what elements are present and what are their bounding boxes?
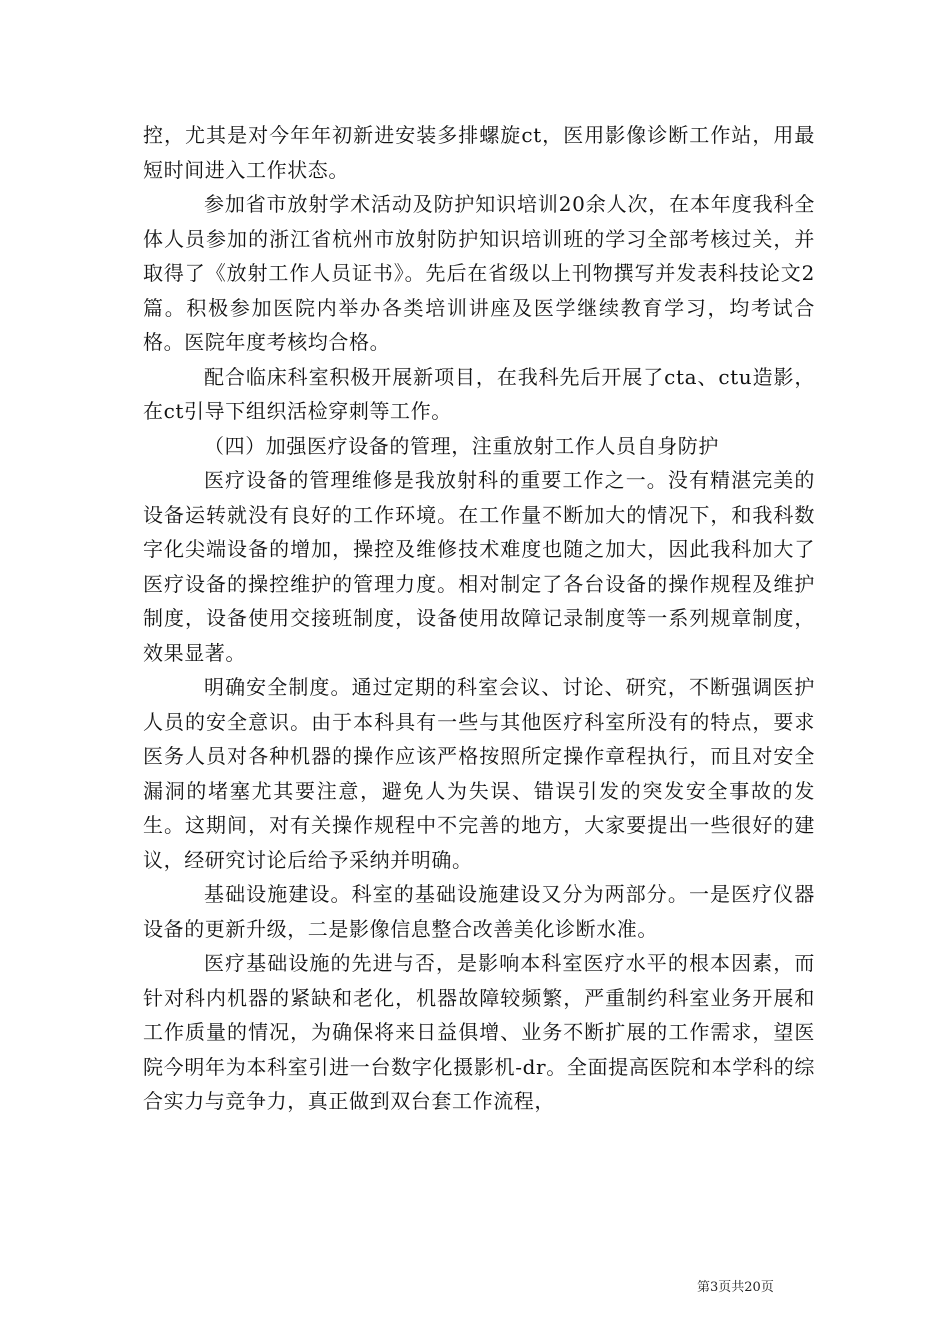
document-body: [143, 118, 815, 1119]
paragraph: 参加省市放射学术活动及防护知识培训20余人次，在本年度我科全体人员参加的浙江省杭州市放射防护知识培训班的学习全部考核过关，并取得了《放射工作人员证书》。先后在省级以上刊物撰写并发表科技论文2篇。积极参加医院内举办各类培训讲座及医学继续教育学习，均考试合格。医院年度考核均合格。: [143, 192, 815, 354]
paragraph: 控，尤其是对今年年初新进安装多排螺旋ct，医用影像诊断工作站，用最短时间进入工作状态。: [143, 123, 815, 182]
section-heading: （四）加强医疗设备的管理，注重放射工作人员自身防护: [204, 433, 719, 458]
page-number: 第3页共20页: [697, 1280, 774, 1295]
paragraph: 医疗设备的管理维修是我放射科的重要工作之一。没有精湛完美的设备运转就没有良好的工作环境。在工作量不断加大的情况下，和我科数字化尖端设备的增加，操控及维修技术难度也随之加大，因此我科加大了医疗设备的操控维护的管理力度。相对制定了各台设备的操作规程及维护制度，设备使用交接班制度，设备使用故障记录制度等一系列规章制度，效果显著。: [143, 468, 815, 665]
paragraph: 基础设施建设。科室的基础设施建设又分为两部分。一是医疗仪器设备的更新升级，二是影像信息整合改善美化诊断水准。: [143, 882, 815, 941]
paragraph: 配合临床科室积极开展新项目，在我科先后开展了cta、ctu造影，在ct引导下组织活检穿刺等工作。: [143, 364, 815, 423]
paragraph: 医疗基础设施的先进与否，是影响本科室医疗水平的根本因素，而针对科内机器的紧缺和老化，机器故障较频繁，严重制约科室业务开展和工作质量的情况，为确保将来日益俱增、业务不断扩展的工作需求，望医院今明年为本科室引进一台数字化摄影机-dr。全面提高医院和本学科的综合实力与竞争力，真正做到双台套工作流程，: [143, 951, 815, 1113]
paragraph: 明确安全制度。通过定期的科室会议、讨论、研究，不断强调医护人员的安全意识。由于本科具有一些与其他医疗科室所没有的特点，要求医务人员对各种机器的操作应该严格按照所定操作章程执行，而且对安全漏洞的堵塞尤其要注意，避免人为失误、错误引发的突发安全事故的发生。这期间，对有关操作规程中不完善的地方，大家要提出一些很好的建议，经研究讨论后给予采纳并明确。: [143, 675, 815, 872]
